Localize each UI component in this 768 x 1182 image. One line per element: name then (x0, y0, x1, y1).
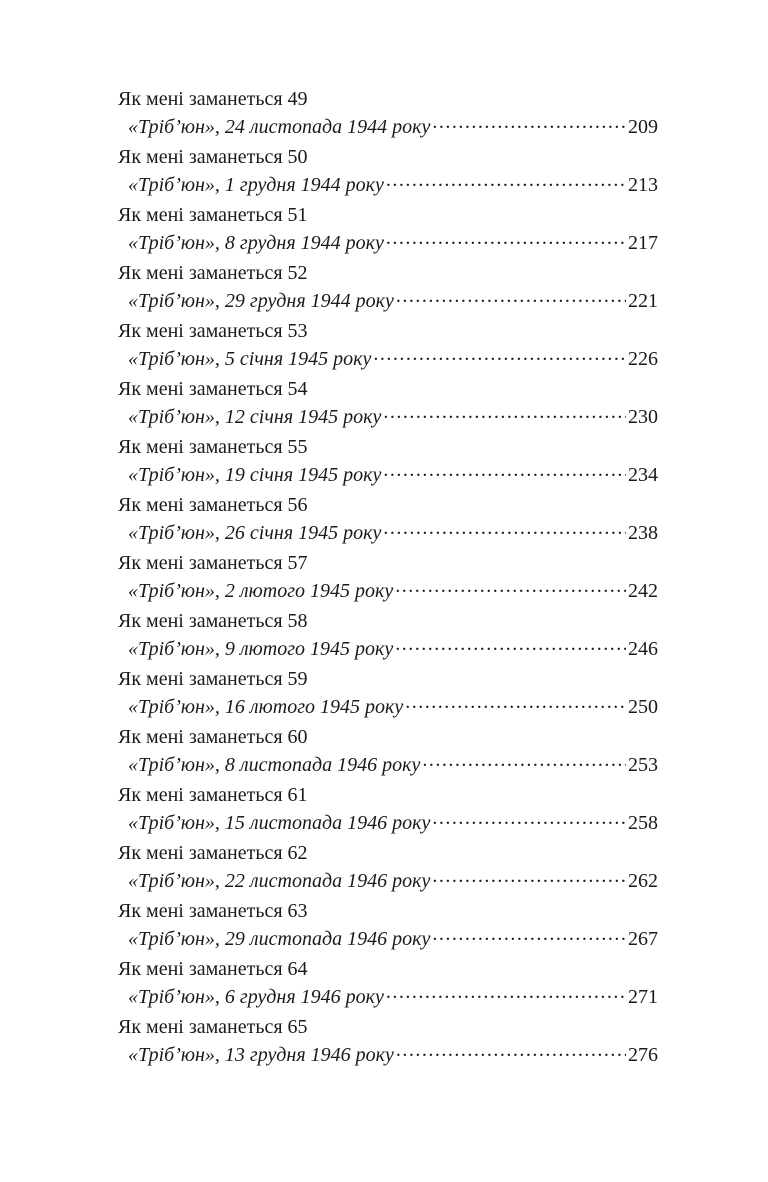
page-number: 226 (628, 348, 658, 370)
entry-title: Як мені заманеться 56 (118, 494, 308, 516)
entry-subtitle: «Тріб’юн», 29 листопада 1946 року (128, 928, 431, 950)
entry-title: Як мені заманеться 57 (118, 552, 308, 574)
page-number: 271 (628, 986, 658, 1008)
entry-title: Як мені заманеться 58 (118, 610, 308, 632)
dot-leader (386, 171, 626, 191)
table-of-contents (118, 86, 658, 1072)
toc-entry[interactable] (118, 434, 658, 492)
toc-entry[interactable] (118, 782, 658, 840)
toc-entry[interactable] (118, 260, 658, 318)
page-number: 238 (628, 522, 658, 544)
toc-entry[interactable] (118, 724, 658, 782)
page-number: 258 (628, 812, 658, 834)
entry-subtitle: «Тріб’юн», 26 січня 1945 року (128, 522, 382, 544)
entry-line (128, 1041, 658, 1067)
entry-line (128, 461, 658, 487)
entry-subtitle: «Тріб’юн», 2 лютого 1945 року (128, 580, 394, 602)
page-number: 250 (628, 696, 658, 718)
dot-leader (432, 867, 626, 887)
entry-line (128, 577, 658, 603)
entry-line (128, 693, 658, 719)
entry-title: Як мені заманеться 62 (118, 842, 308, 864)
entry-line (128, 171, 658, 197)
page-number: 213 (628, 174, 658, 196)
dot-leader (396, 1041, 626, 1061)
entry-title: Як мені заманеться 51 (118, 204, 308, 226)
entry-subtitle: «Тріб’юн», 13 грудня 1946 року (128, 1044, 394, 1066)
dot-leader (395, 635, 626, 655)
entry-subtitle: «Тріб’юн», 24 листопада 1944 року (128, 116, 431, 138)
dot-leader (386, 983, 626, 1003)
entry-title: Як мені заманеться 61 (118, 784, 308, 806)
entry-title: Як мені заманеться 49 (118, 88, 308, 110)
page-number: 209 (628, 116, 658, 138)
page-number: 246 (628, 638, 658, 660)
entry-subtitle: «Тріб’юн», 22 листопада 1946 року (128, 870, 431, 892)
page-number: 253 (628, 754, 658, 776)
page-number: 230 (628, 406, 658, 428)
toc-entry[interactable] (118, 898, 658, 956)
entry-subtitle: «Тріб’юн», 1 грудня 1944 року (128, 174, 384, 196)
entry-subtitle: «Тріб’юн», 12 січня 1945 року (128, 406, 382, 428)
toc-entry[interactable] (118, 318, 658, 376)
toc-entry[interactable] (118, 608, 658, 666)
dot-leader (373, 345, 626, 365)
toc-entry[interactable] (118, 840, 658, 898)
entry-subtitle: «Тріб’юн», 19 січня 1945 року (128, 464, 382, 486)
toc-entry[interactable] (118, 376, 658, 434)
entry-line (128, 867, 658, 893)
page-number: 242 (628, 580, 658, 602)
dot-leader (386, 229, 626, 249)
entry-title: Як мені заманеться 59 (118, 668, 308, 690)
entry-subtitle: «Тріб’юн», 15 листопада 1946 року (128, 812, 431, 834)
entry-subtitle: «Тріб’юн», 8 грудня 1944 року (128, 232, 384, 254)
dot-leader (432, 925, 626, 945)
toc-entry[interactable] (118, 956, 658, 1014)
page-number: 262 (628, 870, 658, 892)
entry-line (128, 809, 658, 835)
page-number: 221 (628, 290, 658, 312)
entry-title: Як мені заманеться 55 (118, 436, 308, 458)
entry-title: Як мені заманеться 65 (118, 1016, 308, 1038)
dot-leader (383, 519, 626, 539)
dot-leader (383, 403, 626, 423)
entry-title: Як мені заманеться 53 (118, 320, 308, 342)
toc-entry[interactable] (118, 550, 658, 608)
entry-line (128, 519, 658, 545)
dot-leader (432, 113, 626, 133)
dot-leader (422, 751, 626, 771)
entry-subtitle: «Тріб’юн», 6 грудня 1946 року (128, 986, 384, 1008)
dot-leader (395, 577, 626, 597)
entry-line (128, 751, 658, 777)
entry-title: Як мені заманеться 54 (118, 378, 308, 400)
entry-subtitle: «Тріб’юн», 9 лютого 1945 року (128, 638, 394, 660)
entry-line (128, 287, 658, 313)
entry-line (128, 229, 658, 255)
toc-entry[interactable] (118, 202, 658, 260)
entry-title: Як мені заманеться 64 (118, 958, 308, 980)
entry-subtitle: «Тріб’юн», 29 грудня 1944 року (128, 290, 394, 312)
page-number: 217 (628, 232, 658, 254)
toc-entry[interactable] (118, 492, 658, 550)
page-number: 267 (628, 928, 658, 950)
page-number: 234 (628, 464, 658, 486)
entry-title: Як мені заманеться 50 (118, 146, 308, 168)
entry-subtitle: «Тріб’юн», 8 листопада 1946 року (128, 754, 421, 776)
entry-line (128, 113, 658, 139)
page-number: 276 (628, 1044, 658, 1066)
toc-entry[interactable] (118, 666, 658, 724)
entry-line (128, 403, 658, 429)
dot-leader (396, 287, 626, 307)
entry-title: Як мені заманеться 63 (118, 900, 308, 922)
entry-line (128, 635, 658, 661)
entry-subtitle: «Тріб’юн», 5 січня 1945 року (128, 348, 372, 370)
toc-entry[interactable] (118, 86, 658, 144)
toc-entry[interactable] (118, 144, 658, 202)
dot-leader (383, 461, 626, 481)
entry-line (128, 983, 658, 1009)
entry-subtitle: «Тріб’юн», 16 лютого 1945 року (128, 696, 404, 718)
entry-line (128, 925, 658, 951)
entry-title: Як мені заманеться 52 (118, 262, 308, 284)
dot-leader (405, 693, 626, 713)
entry-title: Як мені заманеться 60 (118, 726, 308, 748)
toc-entry[interactable] (118, 1014, 658, 1072)
dot-leader (432, 809, 626, 829)
entry-line (128, 345, 658, 371)
